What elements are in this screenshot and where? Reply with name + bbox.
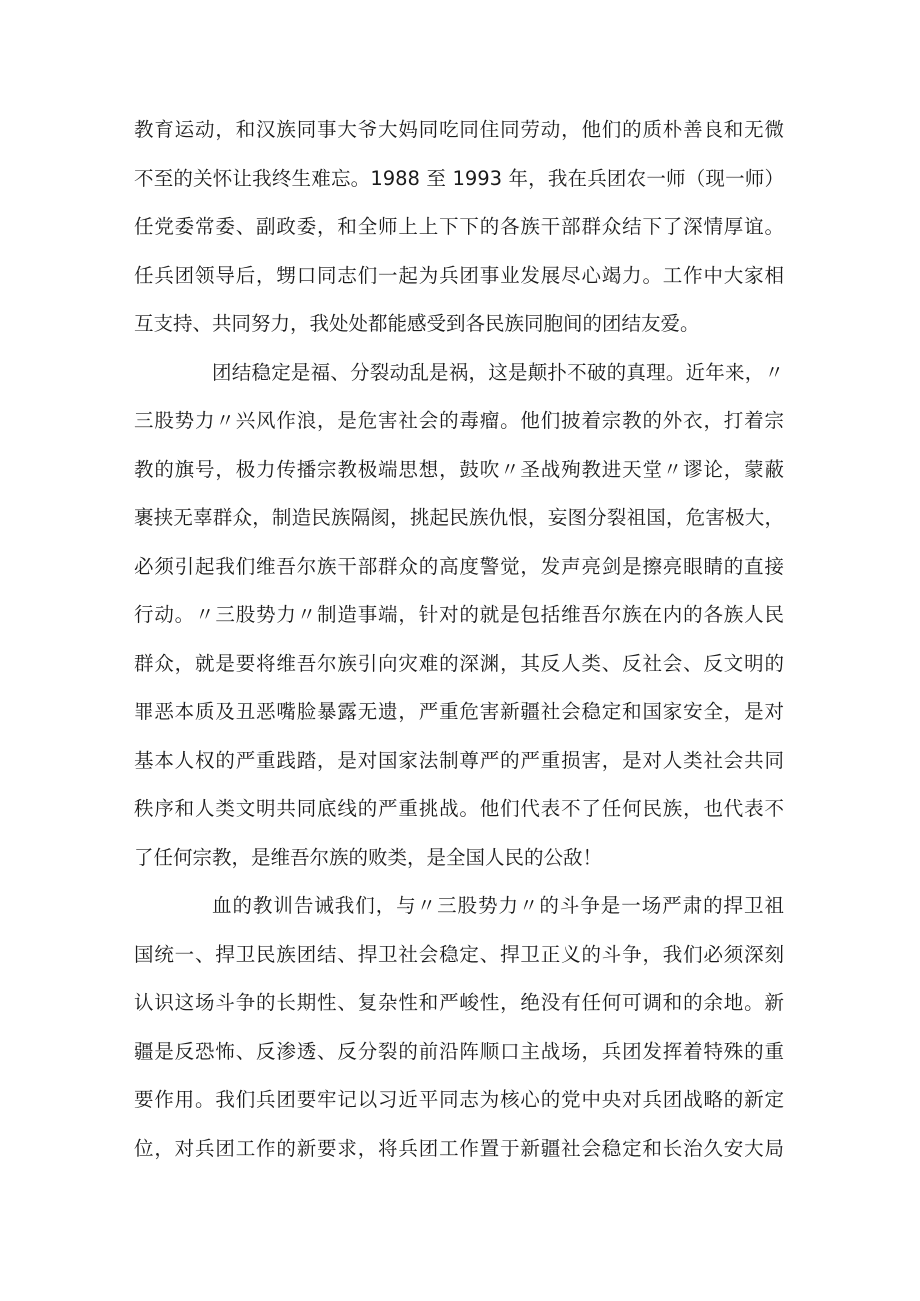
text-line: 团结稳定是福、分裂动乱是祸，这是颠扑不破的真理。近年来，〃 [212,360,784,384]
text-line: 疆是反恐怖、反渗透、反分裂的前沿阵顺口主战场，兵团发挥着特殊的重 [134,1039,784,1063]
text-line: 行动。〃三股势力〃制造事端，针对的就是包括维吾尔族在内的各族人民 [134,603,784,626]
text-line: 互支持、共同努力，我处处都能感受到各民族同胞间的团结友爱。 [134,312,700,335]
text-line: 裹挟无辜群众，制造民族隔阂，挑起民族仇恨，妄图分裂祖国，危害极大， [134,506,784,529]
text-line: 了任何宗教，是维吾尔族的败类，是全国人民的公敌！ [134,845,603,869]
text-line: 血的教训告诫我们，与〃三股势力〃的斗争是一场严肃的捍卫祖 [212,894,784,917]
text-line: 国统一、捍卫民族团结、捍卫社会稳定、捍卫正义的斗争，我们必须深刻 [134,942,784,966]
text-line: 必须引起我们维吾尔族干部群众的高度警觉，发声亮剑是擦亮眼睛的直接 [134,554,784,578]
text-line: 教的旗号，极力传播宗教极端思想，鼓吹〃圣战殉教进天堂〃谬论，蒙蔽 [134,457,784,481]
paragraph-2 [134,349,784,883]
text-line: 认识这场斗争的长期性、复杂性和严峻性，绝没有任何可调和的余地。新 [134,991,784,1014]
paragraph-1 [134,106,784,349]
text-line: 不至的关怀让我终生难忘。1988 至 1993 年，我在兵团农一师（现一师） [134,166,784,190]
text-line: 群众，就是要将维吾尔族引向灾难的深渊，其反人类、反社会、反文明的 [134,651,784,675]
text-line: 要作用。我们兵团要牢记以习近平同志为核心的党中央对兵团战略的新定 [134,1088,784,1111]
paragraph-3 [134,882,784,1173]
text-line: 教育运动，和汉族同事大爷大妈同吃同住同劳动，他们的质朴善良和无微 [134,118,784,141]
text-line: 秩序和人类文明共同底线的严重挑战。他们代表不了任何民族，也代表不 [134,797,784,820]
text-line: 任兵团领导后，甥口同志们一起为兵团事业发展尽心竭力。工作中大家相 [134,263,784,287]
text-line: 位，对兵团工作的新要求，将兵团工作置于新疆社会稳定和长治久安大局 [134,1136,784,1160]
text-line: 任党委常委、副政委，和全师上上下下的各族干部群众结下了深情厚谊。 [134,215,784,238]
text-line: 三股势力〃兴风作浪，是危害社会的毒瘤。他们披着宗教的外衣，打着宗 [134,409,784,432]
text-line: 罪恶本质及丑恶嘴脸暴露无遗，严重危害新疆社会稳定和国家安全，是对 [134,700,784,723]
document-body [134,106,784,1173]
text-line: 基本人权的严重践踏，是对国家法制尊严的严重损害，是对人类社会共同 [134,748,784,772]
